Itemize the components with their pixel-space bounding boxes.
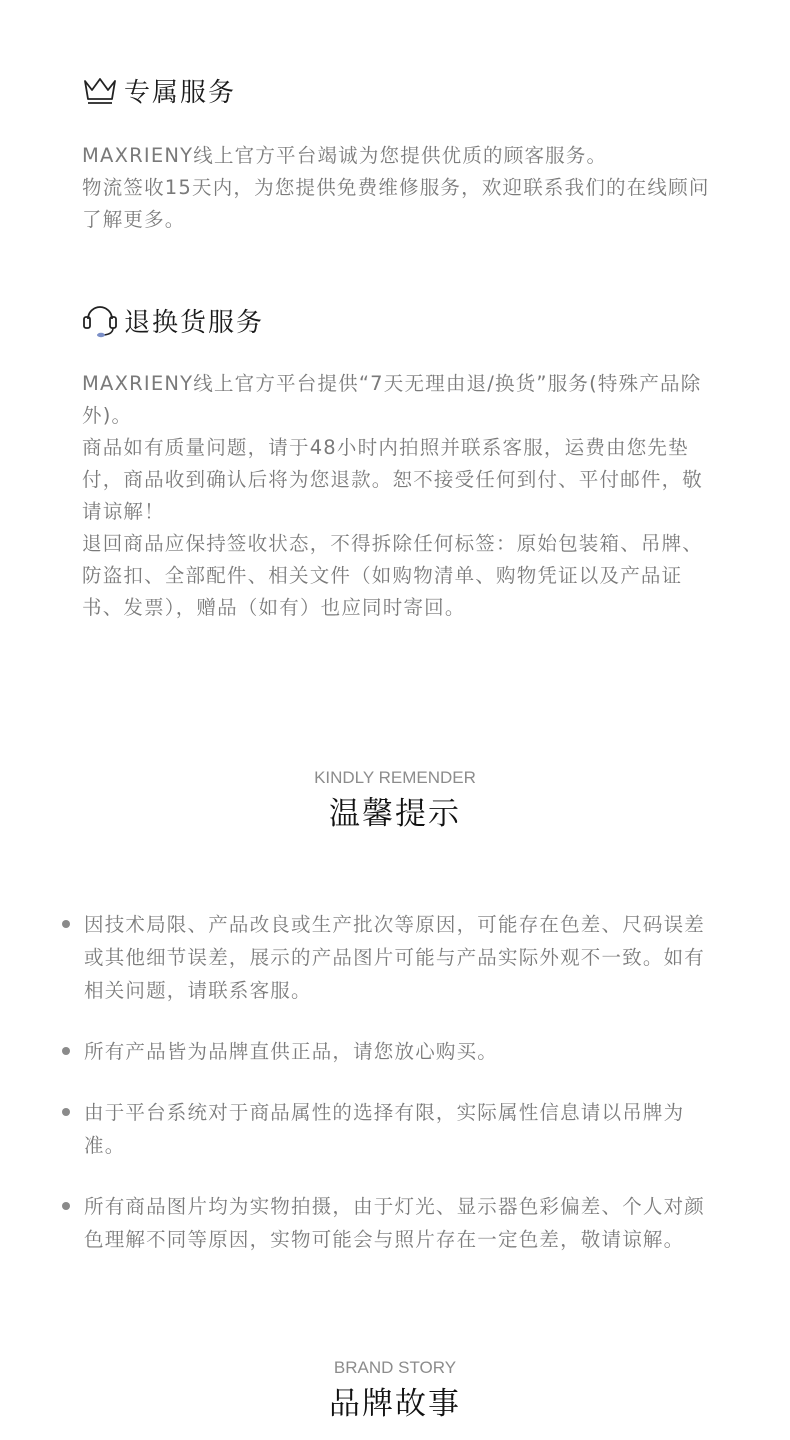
headset-icon xyxy=(82,302,120,338)
reminder-notes xyxy=(60,908,720,1256)
exclusive-service-section xyxy=(82,72,722,236)
exclusive-service-title: 专属服务 xyxy=(124,77,237,108)
return-paragraph-2: 商品如有质量问题，请于48小时内拍照并联系客服，运费由您先垫付，商品收到确认后将为您退款。恕不接受任何到付、平付邮件，敬请谅解！ xyxy=(82,436,704,523)
return-paragraph-1: MAXRIENY线上官方平台提供“7天无理由退/换货”服务(特殊产品除外)。 xyxy=(82,372,702,427)
return-service-title: 退换货服务 xyxy=(124,307,265,338)
brand-story-en: BRAND STORY xyxy=(333,1358,457,1377)
note-item xyxy=(60,1035,720,1068)
reminder-banner xyxy=(0,768,790,834)
note-text: 所有商品图片均为实物拍摄，由于灯光、显示器色彩偏差、个人对颜色理解不同等原因，实物可能会与照片存在一定色差，敬请谅解。 xyxy=(84,1195,706,1251)
return-service-section xyxy=(82,302,722,624)
reminder-banner-en: KINDLY REMENDER xyxy=(314,768,476,787)
return-service-body xyxy=(82,368,722,624)
return-service-header xyxy=(82,302,722,338)
return-paragraph-3: 退回商品应保持签收状态，不得拆除任何标签：原始包装箱、吊牌、防盗扣、全部配件、相关文件（如购物清单、购物凭证以及产品证书、发票），赠品（如有）也应同时寄回。 xyxy=(82,532,704,619)
brand-story-cn: 品牌故事 xyxy=(329,1386,461,1422)
note-item xyxy=(60,1190,720,1256)
exclusive-paragraph-2: 物流签收15天内，为您提供免费维修服务，欢迎联系我们的在线顾问了解更多。 xyxy=(82,176,710,231)
brand-story-banner xyxy=(0,1358,790,1424)
note-item xyxy=(60,908,720,1007)
note-item xyxy=(60,1096,720,1162)
exclusive-service-body xyxy=(82,140,722,236)
bullet-dot-icon xyxy=(62,1047,70,1055)
bullet-dot-icon xyxy=(62,920,70,928)
note-text: 因技术局限、产品改良或生产批次等原因，可能存在色差、尺码误差或其他细节误差，展示的产品图片可能与产品实际外观不一致。如有相关问题，请联系客服。 xyxy=(84,913,706,1002)
exclusive-service-header xyxy=(82,72,722,108)
note-text: 由于平台系统对于商品属性的选择有限，实际属性信息请以吊牌为准。 xyxy=(84,1101,685,1157)
note-text: 所有产品皆为品牌直供正品，请您放心购买。 xyxy=(84,1040,499,1063)
bullet-dot-icon xyxy=(62,1202,70,1210)
bullet-dot-icon xyxy=(62,1108,70,1116)
exclusive-paragraph-1: MAXRIENY线上官方平台竭诚为您提供优质的顾客服务。 xyxy=(82,144,608,167)
crown-icon xyxy=(82,72,120,108)
reminder-banner-cn: 温馨提示 xyxy=(329,796,461,832)
